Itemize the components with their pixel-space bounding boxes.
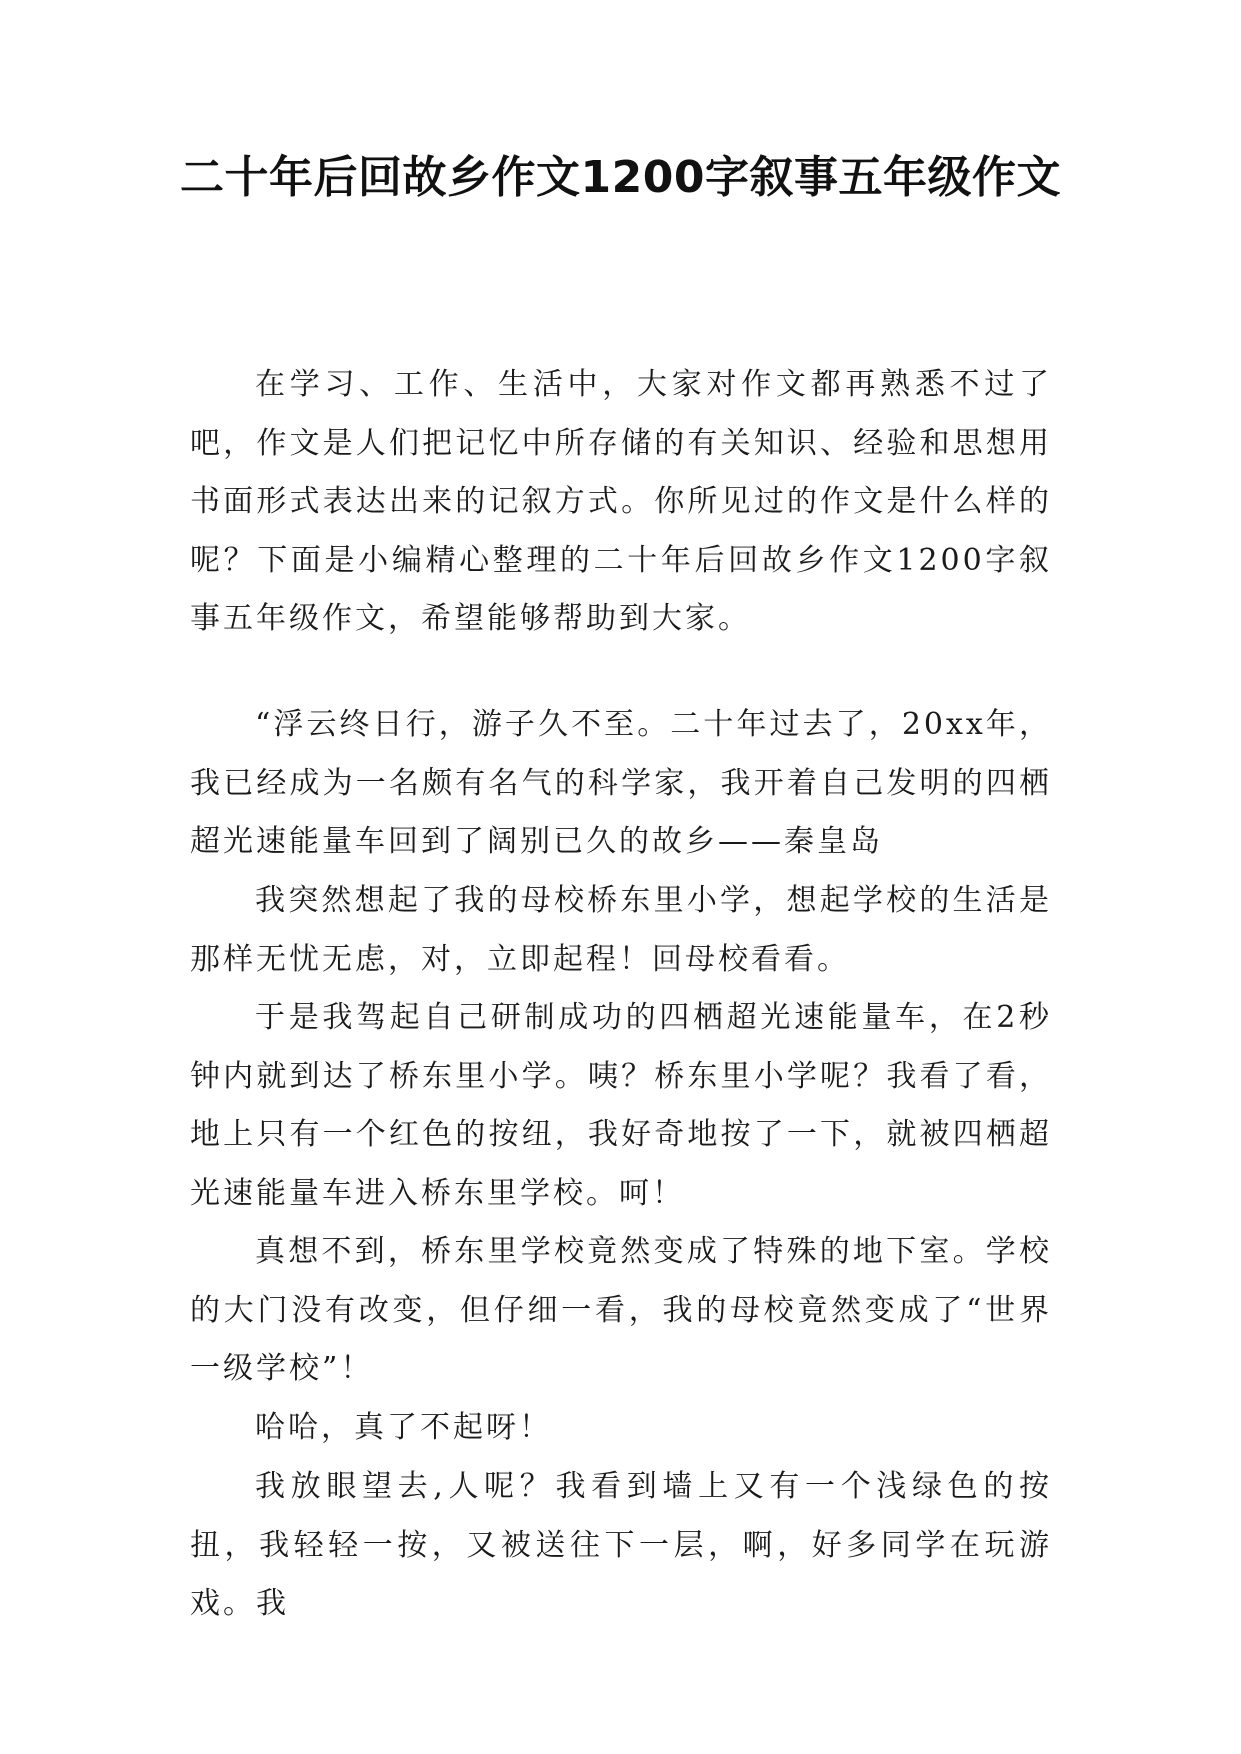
body-paragraph: “浮云终日行，游子久不至。二十年过去了，20xx年，我已经成为一名颇有名气的科学家，我开着自己发明的四栖超光速能量车回到了阔别已久的故乡——秦皇岛 xyxy=(190,707,1052,859)
body-paragraph: 真想不到，桥东里学校竟然变成了特殊的地下室。学校的大门没有改变，但仔细一看，我的母校竟然变成了“世界一级学校”！ xyxy=(190,1234,1052,1386)
body-paragraph: 我突然想起了我的母校桥东里小学，想起学校的生活是那样无忧无虑，对，立即起程！回母校看看。 xyxy=(190,883,1052,977)
body-paragraph: 于是我驾起自己研制成功的四栖超光速能量车，在2秒钟内就到达了桥东里小学。咦？桥东里小学呢？我看了看，地上只有一个红色的按纽，我好奇地按了一下，就被四栖超光速能量车进入桥东里学校。呵！ xyxy=(190,1000,1052,1211)
body-paragraph: 哈哈，真了不起呀！ xyxy=(255,1410,552,1445)
body-paragraph: 我放眼望去,人呢？我看到墙上又有一个浅绿色的按扭，我轻轻一按，又被送往下一层，啊，好多同学在玩游戏。我 xyxy=(190,1469,1052,1621)
intro-paragraph: 在学习、工作、生活中，大家对作文都再熟悉不过了吧，作文是人们把记忆中所存储的有关知识、经验和思想用书面形式表达出来的记叙方式。你所见过的作文是什么样的呢？下面是小编精心整理的二十年后回故乡作文1200字叙事五年级作文，希望能够帮助到大家。 xyxy=(190,367,1052,636)
document-title: 二十年后回故乡作文1200字叙事五年级作文 xyxy=(180,152,1061,203)
